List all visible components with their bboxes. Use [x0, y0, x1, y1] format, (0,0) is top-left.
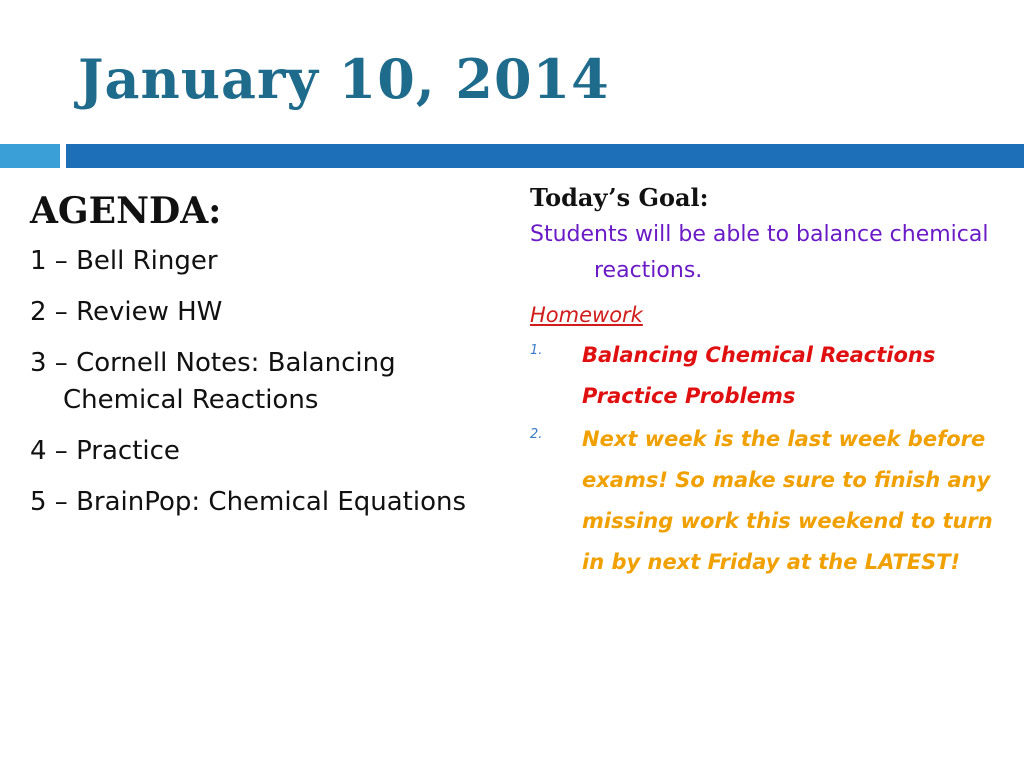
- goal-text: Students will be able to balance chemical reactions.: [530, 222, 989, 284]
- agenda-item: 5 – BrainPop: Chemical Equations: [30, 486, 467, 517]
- agenda-item: 2 – Review HW: [30, 297, 223, 328]
- homework-item-number: 2.: [530, 426, 543, 442]
- agenda-item: 3 – Cornell Notes: Balancing Chemical Reactions: [30, 348, 396, 415]
- homework-item: [530, 419, 1000, 583]
- goal-homework-section: [530, 182, 1000, 585]
- accent-bar-left: [0, 144, 60, 168]
- homework-item: [530, 335, 1000, 417]
- agenda-heading: AGENDA:: [30, 190, 222, 232]
- homework-item-number: 1.: [530, 343, 543, 359]
- homework-list: [530, 335, 1000, 583]
- agenda-section: [30, 190, 500, 535]
- agenda-item: 4 – Practice: [30, 435, 180, 466]
- homework-item-text: Next week is the last week before exams! So make sure to finish any missing work this weekend to turn in by next Friday at the LATEST!: [582, 426, 993, 574]
- slide-title: January 10, 2014: [78, 47, 610, 111]
- accent-bar-right: [66, 144, 1024, 168]
- agenda-item: 1 – Bell Ringer: [30, 246, 218, 277]
- homework-item-text: Balancing Chemical Reactions Practice Problems: [582, 343, 936, 409]
- goal-heading: Today’s Goal:: [530, 183, 709, 212]
- homework-heading: Homework: [530, 302, 643, 327]
